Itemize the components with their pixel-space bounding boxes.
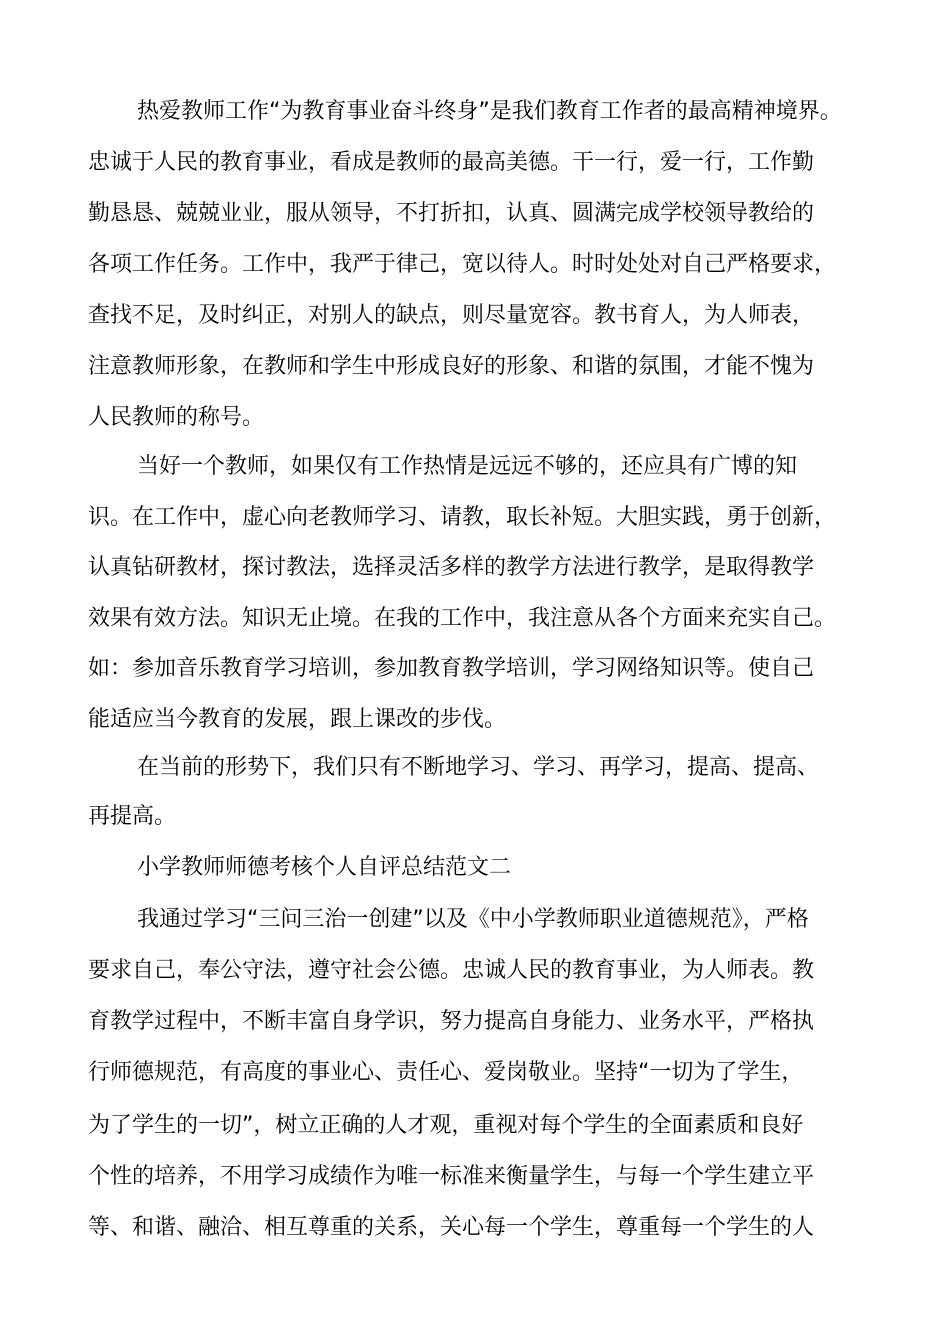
text-line: 效果有效方法。知识无止境。在我的工作中，我注意从各个方面来充实自己。: [88, 606, 837, 631]
text-line: 如：参加音乐教育学习培训，参加教育教学培训，学习网络知识等。使自己: [88, 656, 815, 681]
text-line: 等、和谐、融洽、相互尊重的关系，关心每一个学生，尊重每一个学生的人: [88, 1215, 815, 1240]
text-line: 识。在工作中，虚心向老教师学习、请教，取长补短。大胆实践，勇于创新，: [88, 505, 837, 530]
text-line: 勤恳恳、兢兢业业，服从领导，不打折扣，认真、圆满完成学校领导教给的: [88, 201, 815, 226]
text-line: 当好一个教师，如果仅有工作热情是远远不够的，还应具有广博的知: [137, 454, 798, 479]
text-line: 在当前的形势下，我们只有不断地学习、学习、再学习，提高、提高、: [137, 755, 820, 780]
text-line: 注意教师形象，在教师和学生中形成良好的形象、和谐的氛围，才能不愧为: [88, 354, 815, 379]
text-line: 行师德规范，有高度的事业心、责任心、爱岗敬业。坚持“一切为了学生，: [88, 1060, 804, 1085]
text-line: 育教学过程中，不断丰富自身学识，努力提高自身能力、业务水平，严格执: [88, 1009, 815, 1034]
text-line: 要求自己，奉公守法，遵守社会公德。忠诚人民的教育事业，为人师表。教: [88, 958, 815, 983]
text-line: 忠诚于人民的教育事业，看成是教师的最高美德。干一行，爱一行，工作勤: [88, 150, 815, 175]
section-heading: 小学教师师德考核个人自评总结范文二: [137, 855, 512, 880]
text-line: 我通过学习“三问三治一创建”以及《中小学教师职业道德规范》，严格: [137, 907, 809, 932]
text-line: 查找不足，及时纠正，对别人的缺点，则尽量宽容。教书育人，为人师表，: [88, 303, 815, 328]
text-line: 能适应当今教育的发展，跟上课改的步伐。: [88, 707, 507, 732]
text-line: 热爱教师工作“为教育事业奋斗终身”是我们教育工作者的最高精神境界。: [137, 99, 842, 124]
text-line: 为了学生的一切”，树立正确的人才观，重视对每个学生的全面素质和良好: [88, 1113, 804, 1138]
text-line: 再提高。: [88, 804, 177, 829]
text-line: 认真钻研教材，探讨教法，选择灵活多样的教学方法进行教学，是取得教学: [88, 555, 815, 580]
text-line: 各项工作任务。工作中，我严于律己，宽以待人。时时处处对自己严格要求，: [88, 252, 837, 277]
text-line: 人民教师的称号。: [88, 405, 265, 430]
text-line: 个性的培养，不用学习成绩作为唯一标准来衡量学生，与每一个学生建立平: [88, 1164, 815, 1189]
